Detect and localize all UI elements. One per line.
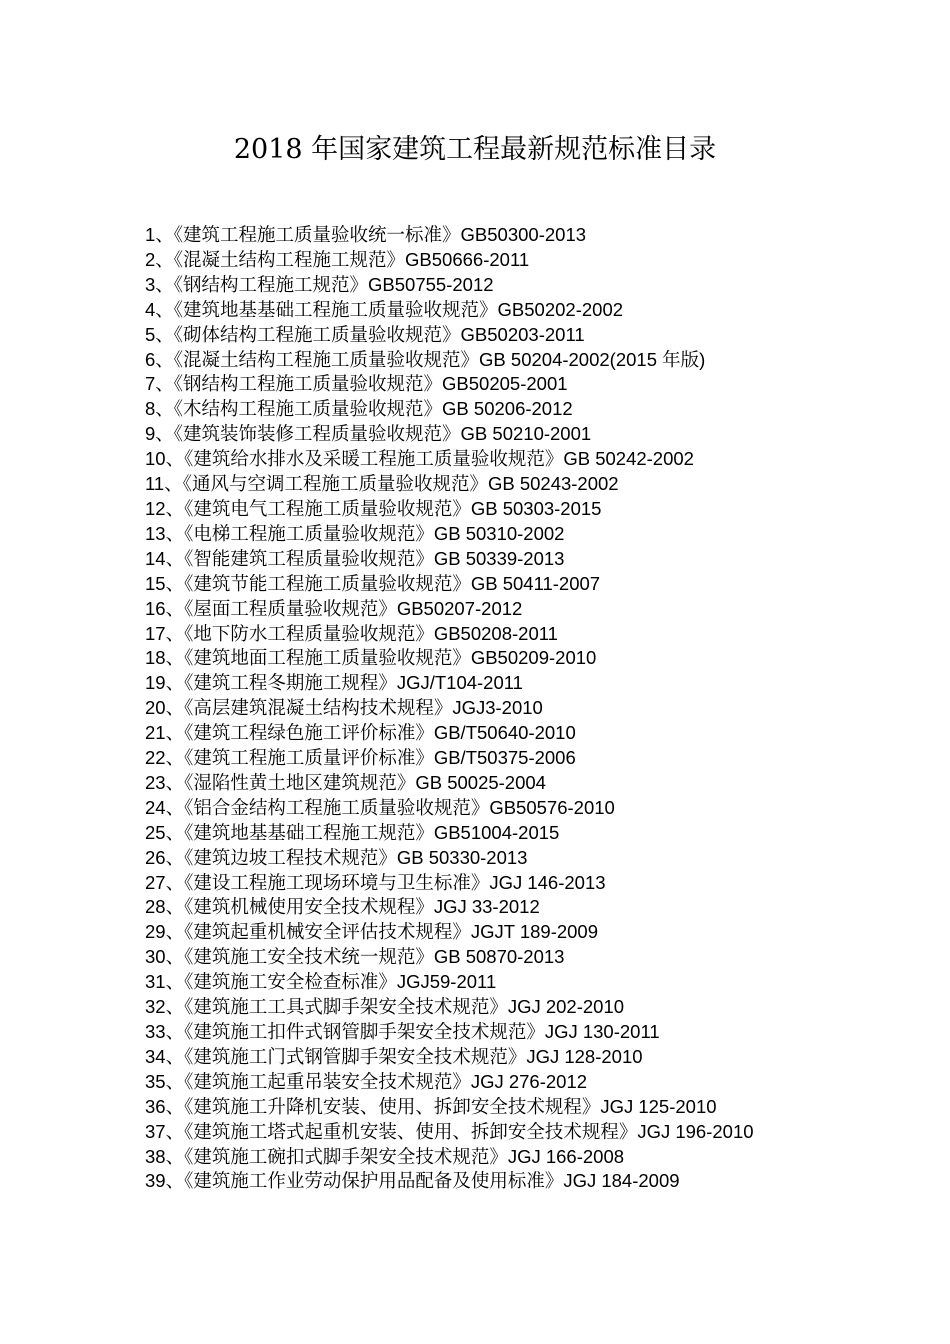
list-item: 3、《钢结构工程施工规范》GB50755-2012 [145,273,494,295]
list-item: 17、《地下防水工程质量验收规范》GB50208-2011 [145,622,558,644]
list-item: 16、《屋面工程质量验收规范》GB50207-2012 [145,597,523,619]
list-item: 1、《建筑工程施工质量验收统一标准》GB50300-2013 [145,224,587,245]
list-item: 25、《建筑地基基础工程施工规范》GB51004-2015 [145,821,560,843]
list-item: 11、《通风与空调工程施工质量验收规范》GB 50243-2002 [145,473,619,495]
list-item: 2、《混凝土结构工程施工规范》GB50666-2011 [145,248,530,270]
list-item: 21、《建筑工程绿色施工评价标准》GB/T50640-2010 [145,722,576,744]
list-item: 22、《建筑工程施工质量评价标准》GB/T50375-2006 [145,747,576,769]
list-item: 36、《建筑施工升降机安装、使用、拆卸安全技术规程》JGJ 125-2010 [145,1095,717,1117]
list-item: 39、《建筑施工作业劳动保护用品配备及使用标准》JGJ 184-2009 [145,1170,680,1192]
list-item: 15、《建筑节能工程施工质量验收规范》GB 50411-2007 [145,572,601,594]
document-title: 2018 年国家建筑工程最新规范标准目录 [233,134,717,165]
list-item: 6、《混凝土结构工程施工质量验收规范》GB 50204-2002(2015 年版) [145,348,706,370]
list-item: 34、《建筑施工门式钢管脚手架安全技术规范》JGJ 128-2010 [145,1045,643,1067]
list-item: 29、《建筑起重机械安全评估技术规程》JGJT 189-2009 [145,921,599,943]
list-item: 4、《建筑地基基础工程施工质量验收规范》GB50202-2002 [145,298,624,320]
list-item: 8、《木结构工程施工质量验收规范》GB 50206-2012 [145,398,573,420]
list-item: 18、《建筑地面工程施工质量验收规范》GB50209-2010 [145,647,597,669]
list-item: 33、《建筑施工扣件式钢管脚手架安全技术规范》JGJ 130-2011 [145,1021,660,1042]
list-item: 37、《建筑施工塔式起重机安装、使用、拆卸安全技术规程》JGJ 196-2010 [145,1120,754,1142]
list-item: 13、《电梯工程施工质量验收规范》GB 50310-2002 [145,522,565,544]
list-item: 35、《建筑施工起重吊装安全技术规范》JGJ 276-2012 [145,1070,588,1092]
standards-list [145,223,817,1194]
list-item: 19、《建筑工程冬期施工规程》JGJ/T104-2011 [145,672,523,694]
list-item: 30、《建筑施工安全技术统一规范》GB 50870-2013 [145,946,565,968]
list-item: 14、《智能建筑工程质量验收规范》GB 50339-2013 [145,547,565,569]
list-item: 23、《湿陷性黄土地区建筑规范》GB 50025-2004 [145,771,546,793]
list-item: 24、《铝合金结构工程施工质量验收规范》GB50576-2010 [145,796,615,818]
list-item: 10、《建筑给水排水及采暖工程施工质量验收规范》GB 50242-2002 [145,448,694,470]
list-item: 27、《建设工程施工现场环境与卫生标准》JGJ 146-2013 [145,871,606,893]
list-item: 26、《建筑边坡工程技术规范》GB 50330-2013 [145,846,528,868]
list-item: 9、《建筑装饰装修工程质量验收规范》GB 50210-2001 [145,423,592,445]
list-item: 12、《建筑电气工程施工质量验收规范》GB 50303-2015 [145,497,602,519]
list-item: 38、《建筑施工碗扣式脚手架安全技术规范》JGJ 166-2008 [145,1145,625,1167]
list-item: 32、《建筑施工工具式脚手架安全技术规范》JGJ 202-2010 [145,996,625,1018]
list-item: 5、《砌体结构工程施工质量验收规范》GB50203-2011 [145,323,585,345]
list-item: 7、《钢结构工程施工质量验收规范》GB50205-2001 [145,373,568,395]
list-item: 20、《高层建筑混凝土结构技术规程》JGJ3-2010 [145,697,543,719]
list-item: 28、《建筑机械使用安全技术规程》JGJ 33-2012 [145,896,540,918]
list-item: 31、《建筑施工安全检查标准》JGJ59-2011 [145,971,497,993]
